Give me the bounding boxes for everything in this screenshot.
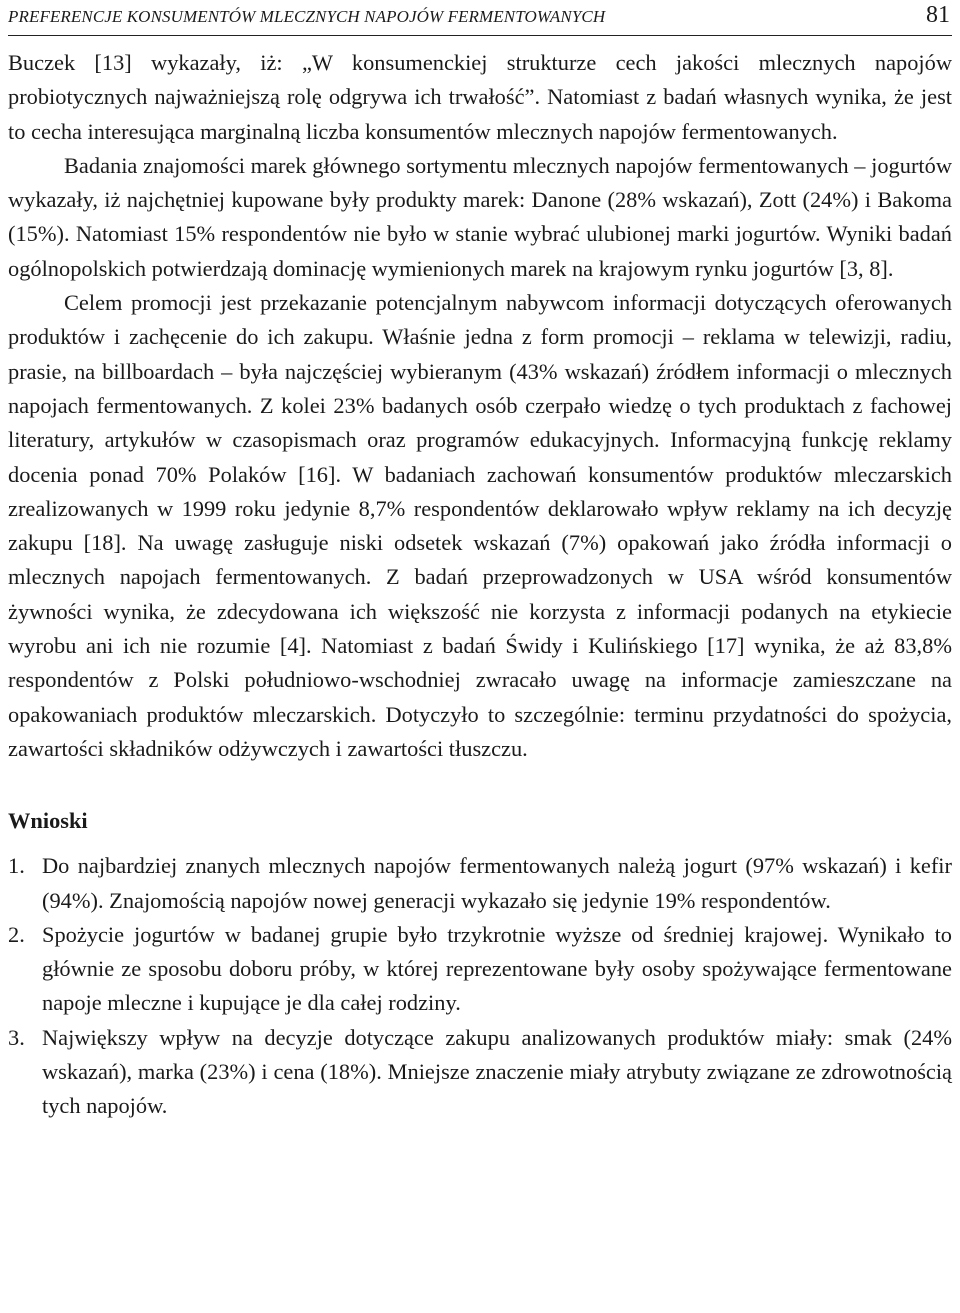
page-number: 81 — [926, 2, 950, 28]
list-item-text: Spożycie jogurtów w badanej grupie było trzykrotnie wyższe od średniej krajowej. Wynikało to głównie ze sposobu doboru próby, w której reprezentowane były osoby spożywające fermentowane napoje mleczne i kupujące je dla całej rodziny. — [42, 921, 952, 1016]
list-item — [8, 849, 952, 918]
list-item-text: Największy wpływ na decyzje dotyczące zakupu analizowanych produktów miały: smak (24% wskazań), marka (23%) i cena (18%). Mniejsze znaczenie miały atrybuty związane ze zdrowotnością tych napojów. — [42, 1024, 952, 1119]
running-header — [8, 4, 952, 36]
running-header-title: PREFERENCJE KONSUMENTÓW MLECZNYCH NAPOJÓW FERMENTOWANYCH — [8, 7, 606, 26]
list-item — [8, 1021, 952, 1124]
list-item-number: 2. — [8, 921, 25, 947]
list-item — [8, 918, 952, 1021]
body-text — [8, 46, 952, 766]
list-item-number: 3. — [8, 1024, 25, 1050]
list-item-number: 1. — [8, 853, 25, 879]
list-item-text: Do najbardziej znanych mlecznych napojów fermentowanych należą jogurt (97% wskazań) i kefir (94%). Znajomością napojów nowej generacji wykazało się jedynie 19% respondentów. — [42, 853, 952, 913]
document-page — [8, 0, 952, 1124]
section-heading-conclusions: Wnioski — [8, 808, 88, 834]
paragraph: Badania znajomości marek głównego sortymentu mlecznych napojów fermentowanych – jogurtów wykazały, iż najchętniej kupowane były produkty marek: Danone (28% wskazań), Zott (24%) i Bakoma (15%). Natomiast 15% respondentów nie było w stanie wybrać ulubionej marki jogurtów. Wyniki badań ogólnopolskich potwierdzają dominację wymienionych marek na krajowym rynku jogurtów [3, 8]. — [8, 152, 952, 281]
paragraph: Buczek [13] wykazały, iż: „W konsumenckiej strukturze cech jakości mlecznych napojów probiotycznych najważniejszą rolę odgrywa ich trwałość”. Natomiast z badań własnych wynika, że jest to cecha interesująca marginalną liczba konsumentów mlecznych napojów fermentowanych. — [8, 50, 952, 144]
paragraph: Celem promocji jest przekazanie potencjalnym nabywcom informacji dotyczących oferowanych produktów i zachęcenie do ich zakupu. Właśnie jedna z form promocji – reklama w telewizji, radiu, prasie, na billboardach – była najczęściej wybieranym (43% wskazań) źródłem informacji o mlecznych napojach fermentowanych. Z kolei 23% badanych osób czerpało wiedzę o tych produktach z fachowej literatury, artykułów w czasopismach oraz programów edukacyjnych. Informacyjną funkcję reklamy docenia ponad 70% Polaków [16]. W badaniach zachowań konsumentów produktów mleczarskich zrealizowanych w 1999 roku jedynie 8,7% respondentów deklarowało wpływ reklamy na ich decyzję zakupu [18]. Na uwagę zasługuje niski odsetek wskazań (7%) opakowań jako źródła informacji o mlecznych napojach fermentowanych. Z badań przeprowadzonych w USA wśród konsumentów żywności wynika, że zdecydowana ich większość nie korzysta z informacji podanych na etykiecie wyrobu ani ich nie rozumie [4]. Natomiast z badań Świdy i Kulińskiego [17] wynika, że aż 83,8% respondentów z Polski południowo-wschodniej zwracało uwagę na informacje zamieszczane na opakowaniach produktów mleczarskich. Dotyczyło to szczególnie: terminu przydatności do spożycia, zawartości składników odżywczych i zawartości tłuszczu. — [8, 290, 952, 761]
conclusions-list — [8, 849, 952, 1123]
